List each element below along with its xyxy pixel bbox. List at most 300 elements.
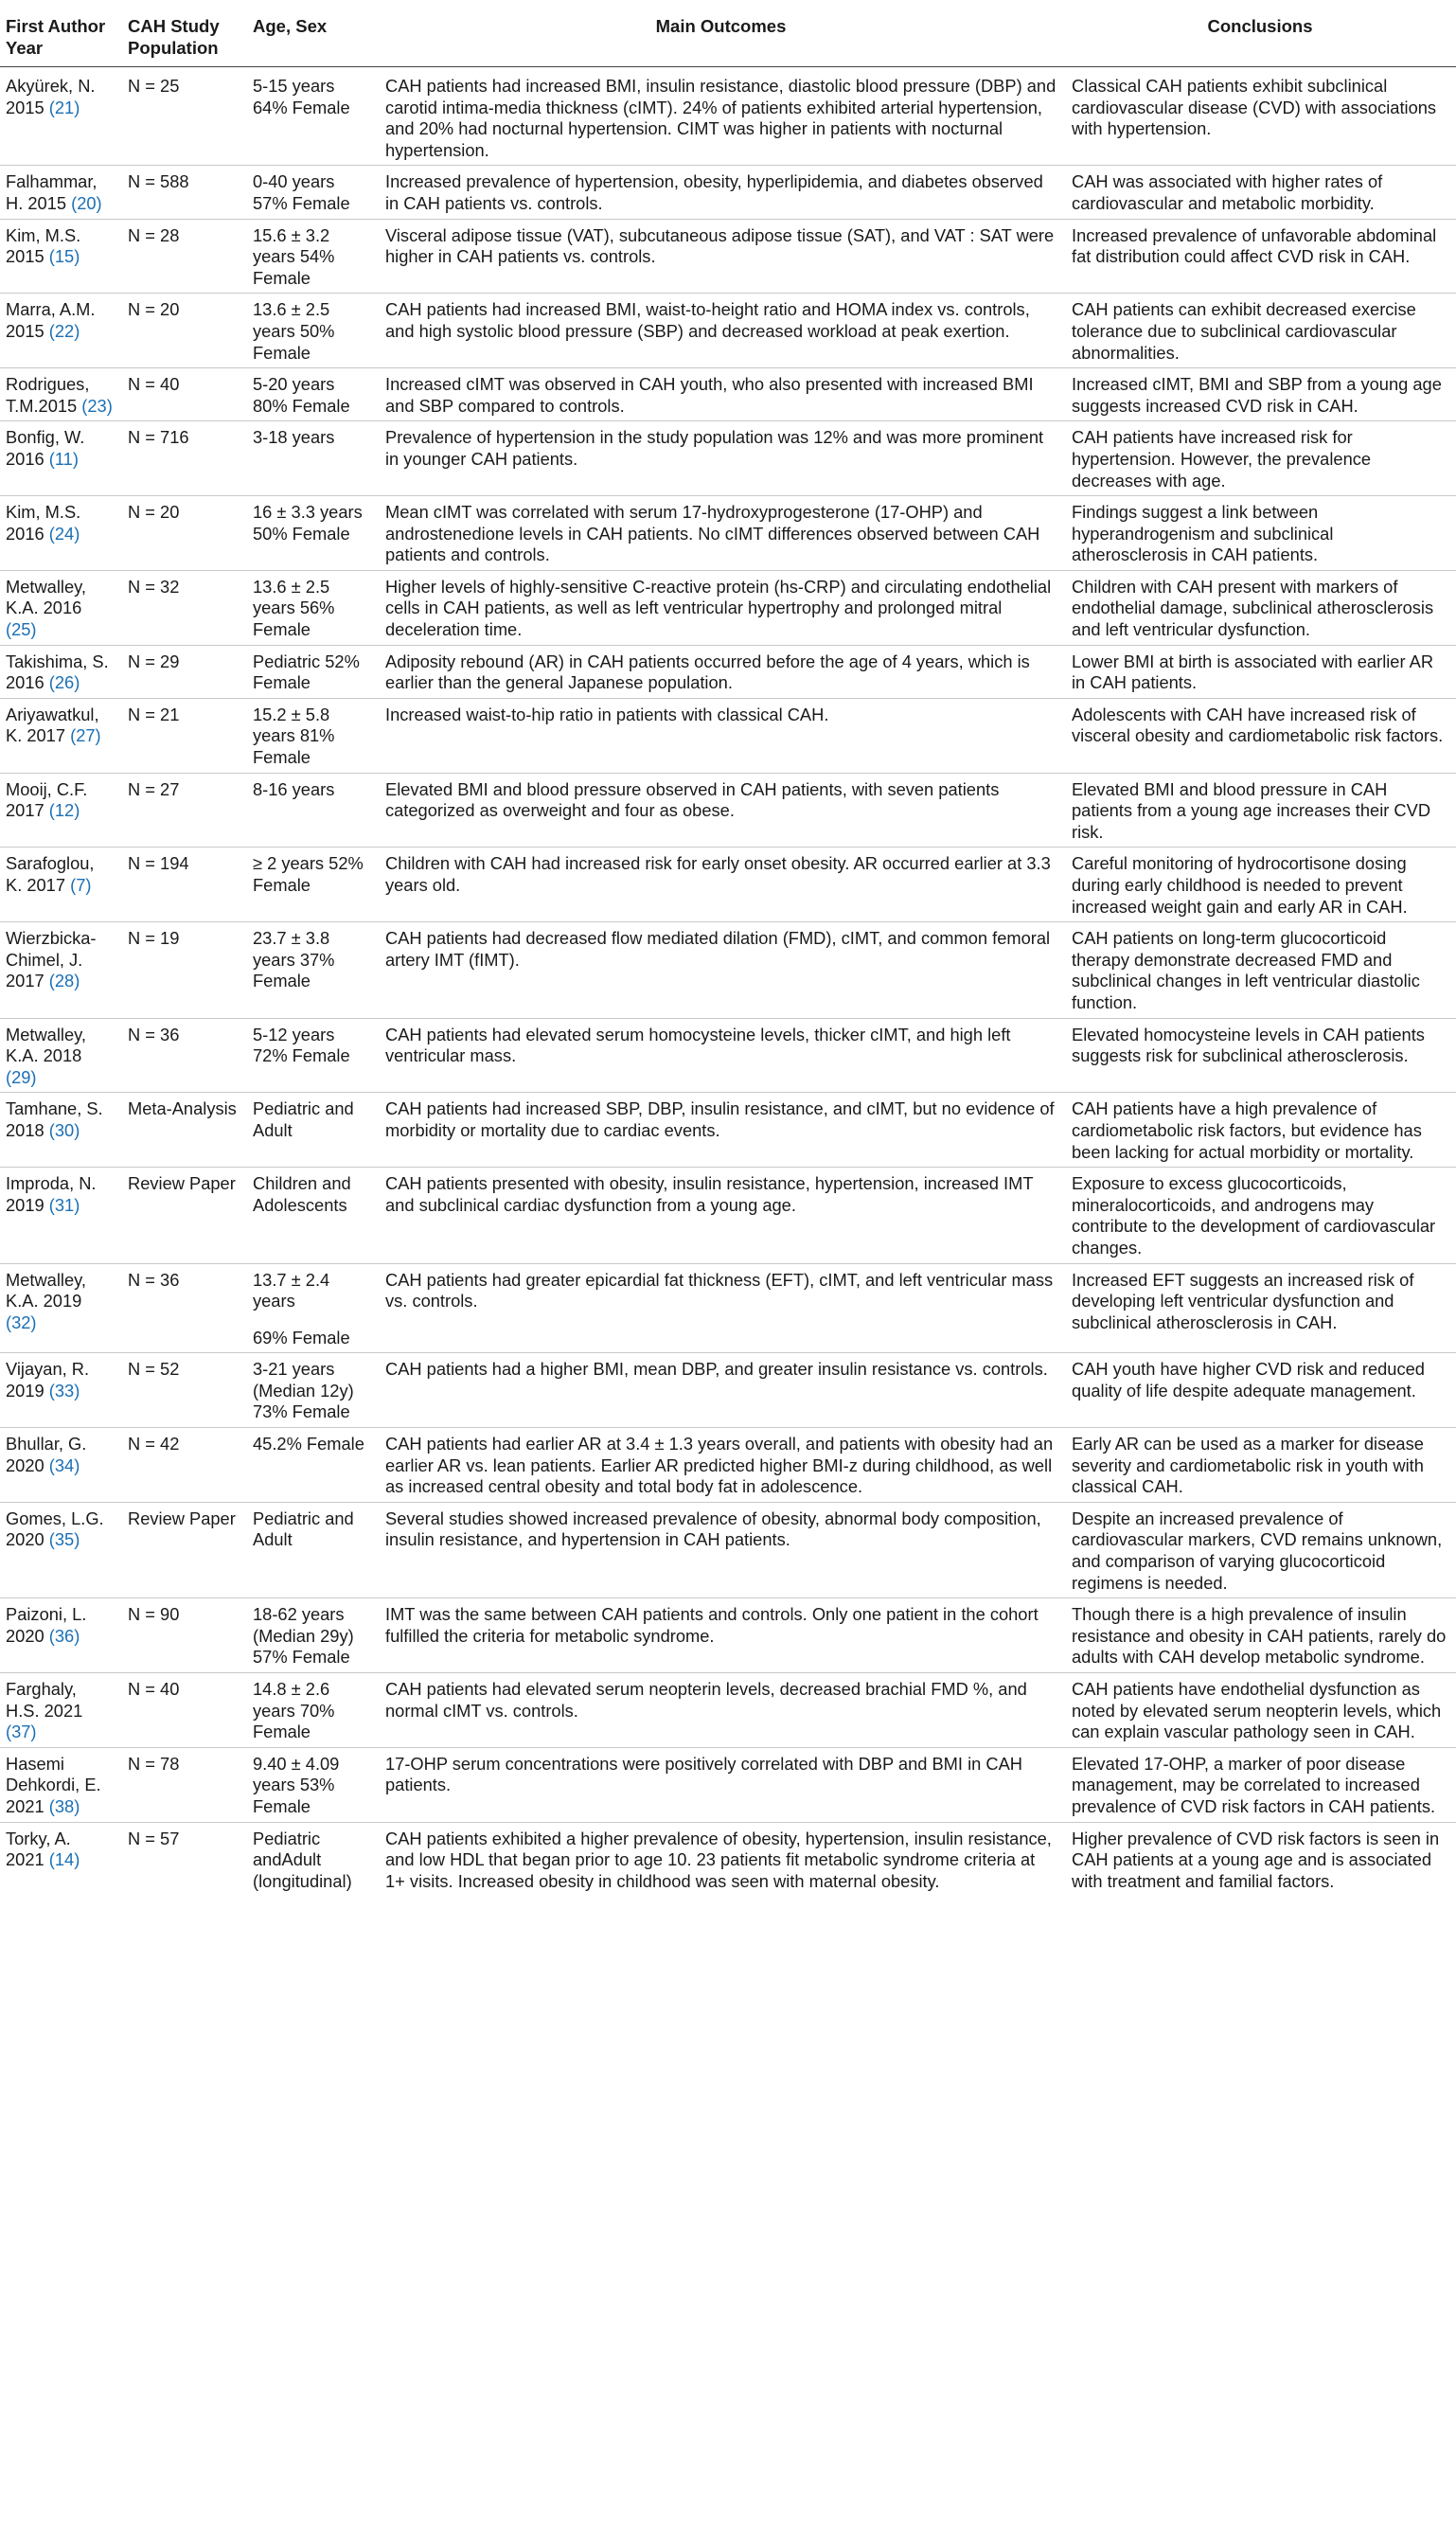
age-value: Children and Adolescents: [253, 1173, 351, 1215]
age-value: 15.2 ± 5.8 years: [253, 704, 330, 746]
conclusions-text: CAH patients have increased risk for hypertension. However, the prevalence decreases with age.: [1072, 427, 1372, 491]
sex-value: 37% Female: [253, 949, 335, 991]
age-value: Pediatric andAdult (longitudinal): [253, 1828, 352, 1891]
outcomes-text: CAH patients had a higher BMI, mean DBP, and greater insulin resistance vs. controls.: [385, 1359, 1048, 1380]
cell-conclusions: [1064, 922, 1456, 1018]
population-value: N = 42: [128, 1434, 180, 1454]
age-value: Pediatric and Adult: [253, 1098, 354, 1140]
cell-conclusions: [1064, 1598, 1456, 1673]
cell-population: [120, 1747, 245, 1822]
cell-age-sex: [245, 1353, 378, 1428]
reference-link: (12): [48, 800, 80, 821]
cell-conclusions: [1064, 1502, 1456, 1597]
author-name: Rodrigues, T.M.2015: [6, 374, 90, 416]
age-value: 15.6 ± 3.2 years: [253, 224, 330, 267]
cell-age-sex: [245, 1428, 378, 1503]
reference-link: (11): [48, 448, 79, 469]
outcomes-text: Mean cIMT was correlated with serum 17-hydroxyprogesterone (17-OHP) and androstenedione levels in CAH patients. No cIMT differences observed between CAH patients and controls.: [385, 502, 1040, 565]
cell-population: [120, 848, 245, 922]
cell-age-sex: [245, 1168, 378, 1263]
reference-link: (29): [6, 1066, 37, 1087]
cell-author: [0, 421, 120, 496]
reference-link: (26): [48, 672, 80, 693]
cell-conclusions: [1064, 1822, 1456, 1896]
cell-age-sex: [245, 1502, 378, 1597]
cell-age-sex: [245, 1673, 378, 1748]
cell-age-sex: [245, 698, 378, 773]
cell-author: [0, 773, 120, 848]
outcomes-text: 17-OHP serum concentrations were positively correlated with DBP and BMI in CAH patients.: [385, 1753, 1022, 1795]
cell-conclusions: [1064, 166, 1456, 219]
cell-age-sex: [245, 67, 378, 166]
conclusions-text: Increased EFT suggests an increased risk of developing left ventricular dysfunction and subclinical atherosclerosis in CAH.: [1072, 1269, 1414, 1332]
table-row: [0, 1018, 1456, 1093]
cell-author: [0, 1018, 120, 1093]
reference-link: (36): [48, 1625, 80, 1646]
author-name: Paizoni, L. 2020: [6, 1604, 87, 1646]
cell-outcomes: [378, 1502, 1064, 1597]
cell-population: [120, 570, 245, 645]
age-value: 13.6 ± 2.5 years: [253, 576, 330, 618]
sex-value: 64% Female: [253, 97, 350, 117]
cell-outcomes: [378, 922, 1064, 1018]
table-row: [0, 1598, 1456, 1673]
reference-link: (37): [6, 1722, 37, 1742]
cell-conclusions: [1064, 421, 1456, 496]
cell-outcomes: [378, 698, 1064, 773]
cell-outcomes: [378, 1598, 1064, 1673]
cell-outcomes: [378, 848, 1064, 922]
cell-conclusions: [1064, 1263, 1456, 1353]
author-name: Tamhane, S. 2018: [6, 1098, 103, 1140]
age-value: 5-12 years: [253, 1024, 335, 1044]
cell-outcomes: [378, 1093, 1064, 1168]
outcomes-text: Prevalence of hypertension in the study population was 12% and was more prominent in younger CAH patients.: [385, 427, 1044, 469]
cell-conclusions: [1064, 294, 1456, 368]
table-row: [0, 219, 1456, 294]
cell-conclusions: [1064, 1353, 1456, 1428]
population-value: N = 36: [128, 1024, 180, 1044]
reference-link: (20): [71, 192, 102, 213]
population-value: N = 21: [128, 704, 180, 724]
sex-value: 70% Female: [253, 1700, 335, 1742]
conclusions-text: Early AR can be used as a marker for disease severity and cardiometabolic risk in youth with classical CAH.: [1072, 1434, 1424, 1497]
cell-population: [120, 1673, 245, 1748]
outcomes-text: CAH patients presented with obesity, insulin resistance, hypertension, increased IMT and subclinical cardiac dysfunction from a young age.: [385, 1173, 1034, 1215]
cell-outcomes: [378, 421, 1064, 496]
population-value: N = 20: [128, 502, 180, 523]
author-name: Vijayan, R. 2019: [6, 1359, 90, 1401]
population-value: N = 28: [128, 224, 180, 245]
population-value: N = 716: [128, 427, 189, 448]
outcomes-text: Visceral adipose tissue (VAT), subcutaneous adipose tissue (SAT), and VAT : SAT were higher in CAH patients vs. controls.: [385, 224, 1055, 267]
conclusions-text: Adolescents with CAH have increased risk of visceral obesity and cardiometabolic risk factors.: [1072, 704, 1444, 746]
cell-population: [120, 698, 245, 773]
population-value: N = 40: [128, 374, 180, 395]
table-row: [0, 1747, 1456, 1822]
cell-author: [0, 1093, 120, 1168]
population-value: N = 40: [128, 1679, 180, 1699]
table-row: [0, 570, 1456, 645]
population-value: N = 29: [128, 651, 180, 671]
table-row: [0, 1263, 1456, 1353]
cell-outcomes: [378, 219, 1064, 294]
cell-author: [0, 1353, 120, 1428]
reference-link: (27): [70, 725, 101, 746]
sex-value: 53% Female: [253, 1775, 335, 1816]
author-name: Bhullar, G. 2020: [6, 1434, 87, 1475]
conclusions-text: Lower BMI at birth is associated with earlier AR in CAH patients.: [1072, 651, 1434, 693]
population-value: N = 19: [128, 928, 180, 949]
age-value: ≥ 2 years: [253, 853, 325, 874]
table-header-row: [0, 0, 1456, 67]
table-row: [0, 67, 1456, 166]
conclusions-text: Findings suggest a link between hyperandrogenism and subclinical atherosclerosis in CAH patients.: [1072, 502, 1334, 565]
reference-link: (14): [48, 1849, 80, 1870]
reference-link: (28): [48, 971, 80, 991]
reference-link: (7): [70, 875, 92, 895]
cell-outcomes: [378, 67, 1064, 166]
population-value: N = 194: [128, 853, 189, 874]
table-row: [0, 1428, 1456, 1503]
table-row: [0, 848, 1456, 922]
population-value: N = 78: [128, 1753, 180, 1774]
conclusions-text: Elevated 17-OHP, a marker of poor disease management, may be correlated to increased prevalence of CVD risk factors in CAH patients.: [1072, 1753, 1436, 1816]
cell-outcomes: [378, 645, 1064, 698]
population-value: N = 27: [128, 778, 180, 799]
conclusions-text: CAH patients have a high prevalence of cardiometabolic risk factors, but evidence has been lacking for actual morbidity or mortality.: [1072, 1098, 1422, 1162]
cell-population: [120, 1018, 245, 1093]
cell-conclusions: [1064, 645, 1456, 698]
cell-conclusions: [1064, 848, 1456, 922]
author-name: Sarafoglou, K. 2017: [6, 853, 95, 895]
cell-age-sex: [245, 368, 378, 421]
population-value: N = 32: [128, 576, 180, 597]
cell-age-sex: [245, 1598, 378, 1673]
cell-outcomes: [378, 368, 1064, 421]
cell-conclusions: [1064, 570, 1456, 645]
cell-author: [0, 1673, 120, 1748]
cell-author: [0, 1822, 120, 1896]
cell-outcomes: [378, 1673, 1064, 1748]
reference-link: (35): [48, 1529, 80, 1550]
cell-conclusions: [1064, 1673, 1456, 1748]
conclusions-text: Despite an increased prevalence of cardiovascular markers, CVD remains unknown, and comparison of varying glucocorticoid regimens is needed.: [1072, 1508, 1443, 1593]
outcomes-text: CAH patients had earlier AR at 3.4 ± 1.3 years overall, and patients with obesity had an earlier AR vs. lean patients. Earlier AR predicted higher BMI-z during childhood, as well as increased central obesity and total body fat in adolescence.: [385, 1434, 1054, 1497]
table-row: [0, 1822, 1456, 1896]
age-value: Pediatric and Adult: [253, 1508, 354, 1550]
table-row: [0, 1168, 1456, 1263]
age-value: 8-16 years: [253, 778, 335, 799]
outcomes-text: CAH patients exhibited a higher prevalence of obesity, hypertension, insulin resistance, and low HDL that began prior to age 10. 23 patients fit metabolic syndrome criteria at 1+ visits. Increased obesity in childhood was seen with maternal obesity.: [385, 1828, 1052, 1891]
cell-author: [0, 698, 120, 773]
cell-author: [0, 1168, 120, 1263]
cell-population: [120, 67, 245, 166]
population-value: Review Paper: [128, 1508, 236, 1528]
author-name: Ariyawatkul, K. 2017: [6, 704, 99, 746]
cell-population: [120, 1093, 245, 1168]
outcomes-text: Higher levels of highly-sensitive C-reactive protein (hs-CRP) and circulating endothelial cells in CAH patients, as well as left ventricular hypertrophy and prolonged mitral deceleration time.: [385, 576, 1052, 640]
sex-value: 56% Female: [253, 598, 335, 640]
table-row: [0, 1353, 1456, 1428]
author-name: Metwalley, K.A. 2018: [6, 1024, 86, 1066]
cell-population: [120, 219, 245, 294]
header-population: CAH Study Population: [120, 0, 245, 67]
cell-outcomes: [378, 1353, 1064, 1428]
cell-age-sex: [245, 848, 378, 922]
sex-value: 52% Female: [253, 651, 360, 693]
cell-population: [120, 1822, 245, 1896]
reference-link: (21): [48, 97, 80, 117]
cell-age-sex: [245, 1093, 378, 1168]
cell-age-sex: [245, 1018, 378, 1093]
age-value: 3-18 years: [253, 427, 335, 448]
conclusions-text: Increased prevalence of unfavorable abdominal fat distribution could affect CVD risk in CAH.: [1072, 224, 1437, 267]
conclusions-text: Though there is a high prevalence of insulin resistance and obesity in CAH patients, rarely do adults with CAH develop metabolic syndrome.: [1072, 1604, 1447, 1668]
outcomes-text: CAH patients had decreased flow mediated dilation (FMD), cIMT, and common femoral artery IMT (fIMT).: [385, 928, 1051, 970]
table-body: [0, 67, 1456, 1897]
cell-age-sex: [245, 773, 378, 848]
table-row: [0, 294, 1456, 368]
author-name: Bonfig, W. 2016: [6, 427, 85, 469]
cell-conclusions: [1064, 773, 1456, 848]
sex-value: 81% Female: [253, 725, 335, 768]
reference-link: (24): [48, 523, 80, 544]
cell-author: [0, 1747, 120, 1822]
cell-outcomes: [378, 1168, 1064, 1263]
cell-age-sex: [245, 645, 378, 698]
cell-age-sex: [245, 421, 378, 496]
author-name: Torky, A. 2021: [6, 1828, 71, 1870]
population-value: N = 20: [128, 299, 180, 320]
cell-population: [120, 1353, 245, 1428]
conclusions-text: Elevated BMI and blood pressure in CAH patients from a young age increases their CVD risk.: [1072, 778, 1431, 842]
cell-population: [120, 1263, 245, 1353]
author-name: Wierzbicka-Chimel, J. 2017: [6, 928, 97, 991]
sex-value: 50% Female: [253, 523, 350, 544]
sex-value: 80% Female: [253, 395, 350, 416]
age-value: 14.8 ± 2.6 years: [253, 1679, 330, 1721]
author-name: Metwalley, K.A. 2019: [6, 1269, 86, 1312]
author-name: Takishima, S. 2016: [6, 651, 109, 693]
cell-author: [0, 922, 120, 1018]
outcomes-text: CAH patients had increased BMI, insulin resistance, diastolic blood pressure (DBP) and carotid intima-media thickness (cIMT). 24% of patients exhibited arterial hypertension, and 20% had nocturnal hypertension. CIMT was higher in patients with nocturnal hypertension.: [385, 76, 1056, 160]
cell-author: [0, 1428, 120, 1503]
author-name: Kim, M.S. 2016: [6, 502, 81, 544]
cell-age-sex: [245, 922, 378, 1018]
outcomes-text: CAH patients had increased BMI, waist-to-height ratio and HOMA index vs. controls, and high systolic blood pressure (SBP) and decreased workload at peak exertion.: [385, 299, 1030, 341]
sex-value: 69% Female: [253, 1327, 350, 1347]
author-name: Metwalley, K.A. 2016: [6, 576, 86, 618]
cell-author: [0, 496, 120, 571]
table-row: [0, 922, 1456, 1018]
sex-value: 52% Female: [253, 853, 364, 895]
cell-conclusions: [1064, 1168, 1456, 1263]
cell-population: [120, 421, 245, 496]
age-value: 18-62 years (Median 29y): [253, 1604, 354, 1646]
cell-author: [0, 1502, 120, 1597]
table-row: [0, 1093, 1456, 1168]
cell-age-sex: [245, 570, 378, 645]
cell-age-sex: [245, 294, 378, 368]
conclusions-text: Careful monitoring of hydrocortisone dosing during early childhood is needed to prevent increased weight gain and early AR in CAH.: [1072, 853, 1408, 917]
table-row: [0, 368, 1456, 421]
author-name: Marra, A.M. 2015: [6, 299, 96, 341]
conclusions-text: Exposure to excess glucocorticoids, mineralocorticoids, and androgens may contribute to the development of cardiovascular changes.: [1072, 1173, 1436, 1258]
cell-conclusions: [1064, 1747, 1456, 1822]
cell-conclusions: [1064, 1428, 1456, 1503]
cell-author: [0, 219, 120, 294]
table-row: [0, 698, 1456, 773]
outcomes-text: Elevated BMI and blood pressure observed in CAH patients, with seven patients categorized as overweight and four as obese.: [385, 778, 1000, 821]
age-value: 13.6 ± 2.5 years: [253, 299, 330, 341]
population-value: N = 90: [128, 1604, 180, 1625]
table-row: [0, 1673, 1456, 1748]
reference-link: (15): [48, 246, 80, 267]
reference-link: (22): [48, 320, 80, 341]
cell-conclusions: [1064, 698, 1456, 773]
cell-author: [0, 294, 120, 368]
cell-population: [120, 645, 245, 698]
conclusions-text: Higher prevalence of CVD risk factors is seen in CAH patients at a young age and is associated with treatment and familial factors.: [1072, 1828, 1440, 1891]
cell-outcomes: [378, 496, 1064, 571]
author-name: Akyürek, N. 2015: [6, 76, 96, 117]
sex-value: 57% Female: [253, 192, 350, 213]
cell-author: [0, 570, 120, 645]
age-value: 45.2% Female: [253, 1434, 364, 1454]
age-value: 5-20 years: [253, 374, 335, 395]
author-name: Falhammar, H. 2015: [6, 171, 98, 213]
author-name: Hasemi Dehkordi, E. 2021: [6, 1753, 101, 1816]
cell-population: [120, 1598, 245, 1673]
table-row: [0, 421, 1456, 496]
conclusions-text: CAH was associated with higher rates of cardiovascular and metabolic morbidity.: [1072, 171, 1383, 213]
cell-author: [0, 166, 120, 219]
cell-conclusions: [1064, 368, 1456, 421]
cell-outcomes: [378, 166, 1064, 219]
age-value: Pediatric: [253, 651, 321, 671]
header-author: First Author Year: [0, 0, 120, 67]
sex-value: 72% Female: [253, 1045, 350, 1066]
population-value: N = 588: [128, 171, 189, 192]
age-value: 16 ± 3.3 years: [253, 502, 363, 523]
outcomes-text: Children with CAH had increased risk for early onset obesity. AR occurred earlier at 3.3 years old.: [385, 853, 1051, 895]
conclusions-text: CAH patients have endothelial dysfunction as noted by elevated serum neopterin levels, which can explain vascular pathology seen in CAH.: [1072, 1679, 1442, 1742]
reference-link: (34): [48, 1454, 80, 1475]
conclusions-text: Elevated homocysteine levels in CAH patients suggests risk for subclinical atherosclerosis.: [1072, 1024, 1425, 1066]
cell-population: [120, 1168, 245, 1263]
cell-age-sex: [245, 1263, 378, 1353]
author-name: Mooij, C.F. 2017: [6, 778, 88, 821]
author-name: Farghaly, H.S. 2021: [6, 1679, 83, 1721]
population-value: Meta-Analysis: [128, 1098, 237, 1119]
cell-outcomes: [378, 1018, 1064, 1093]
population-value: N = 57: [128, 1828, 180, 1848]
cell-conclusions: [1064, 1018, 1456, 1093]
reference-link: (23): [81, 395, 113, 416]
outcomes-text: CAH patients had elevated serum homocysteine levels, thicker cIMT, and high left ventricular mass.: [385, 1024, 1011, 1066]
age-value: 23.7 ± 3.8 years: [253, 928, 330, 970]
age-value: 13.7 ± 2.4 years: [253, 1269, 330, 1312]
population-value: N = 52: [128, 1359, 180, 1380]
outcomes-text: Increased prevalence of hypertension, obesity, hyperlipidemia, and diabetes observed in CAH patients vs. controls.: [385, 171, 1043, 213]
cell-conclusions: [1064, 1093, 1456, 1168]
cell-population: [120, 368, 245, 421]
cell-author: [0, 645, 120, 698]
cell-population: [120, 1428, 245, 1503]
header-outcomes: Main Outcomes: [378, 0, 1064, 67]
cell-outcomes: [378, 1822, 1064, 1896]
cell-population: [120, 496, 245, 571]
cell-outcomes: [378, 570, 1064, 645]
conclusions-text: Children with CAH present with markers of endothelial damage, subclinical atherosclerosis and left ventricular dysfunction.: [1072, 576, 1434, 640]
conclusions-text: Increased cIMT, BMI and SBP from a young age suggests increased CVD risk in CAH.: [1072, 374, 1442, 416]
author-name: Improda, N. 2019: [6, 1173, 97, 1215]
conclusions-text: Classical CAH patients exhibit subclinical cardiovascular disease (CVD) with associations with hypertension.: [1072, 76, 1437, 139]
cell-age-sex: [245, 166, 378, 219]
table-row: [0, 496, 1456, 571]
cell-outcomes: [378, 773, 1064, 848]
cell-age-sex: [245, 1747, 378, 1822]
outcomes-text: Several studies showed increased prevalence of obesity, abnormal body composition, insulin resistance, and hypertension in CAH patients.: [385, 1508, 1041, 1550]
header-conclusions: Conclusions: [1064, 0, 1456, 67]
outcomes-text: CAH patients had increased SBP, DBP, insulin resistance, and cIMT, but no evidence of morbidity or mortality due to cardiac events.: [385, 1098, 1055, 1140]
reference-link: (33): [48, 1380, 80, 1401]
conclusions-text: CAH patients on long-term glucocorticoid therapy demonstrate decreased FMD and subclinical changes in left ventricular diastolic function.: [1072, 928, 1420, 1012]
cell-conclusions: [1064, 219, 1456, 294]
cell-conclusions: [1064, 496, 1456, 571]
reference-link: (25): [6, 619, 37, 640]
table-row: [0, 1502, 1456, 1597]
outcomes-text: Increased waist-to-hip ratio in patients with classical CAH.: [385, 704, 829, 724]
reference-link: (32): [6, 1312, 37, 1332]
age-value: 0-40 years: [253, 171, 335, 192]
table-row: [0, 166, 1456, 219]
population-value: Review Paper: [128, 1173, 236, 1194]
cell-age-sex: [245, 1822, 378, 1896]
header-age-sex: Age, Sex: [245, 0, 378, 67]
cell-population: [120, 922, 245, 1018]
reference-link: (30): [48, 1119, 80, 1140]
cell-author: [0, 67, 120, 166]
cell-author: [0, 368, 120, 421]
table-row: [0, 773, 1456, 848]
cell-outcomes: [378, 1263, 1064, 1353]
cell-author: [0, 848, 120, 922]
sex-value: 73% Female: [253, 1401, 350, 1422]
age-value: 5-15 years: [253, 76, 335, 96]
conclusions-text: CAH youth have higher CVD risk and reduced quality of life despite adequate management.: [1072, 1359, 1425, 1401]
outcomes-text: CAH patients had greater epicardial fat thickness (EFT), cIMT, and left ventricular mass vs. controls.: [385, 1269, 1054, 1312]
cell-population: [120, 294, 245, 368]
sex-value: 57% Female: [253, 1647, 350, 1668]
author-name: Gomes, L.G. 2020: [6, 1508, 104, 1550]
outcomes-text: Increased cIMT was observed in CAH youth, who also presented with increased BMI and SBP compared to controls.: [385, 374, 1034, 416]
conclusions-text: CAH patients can exhibit decreased exercise tolerance due to subclinical cardiovascular abnormalities.: [1072, 299, 1416, 363]
cell-age-sex: [245, 496, 378, 571]
cell-population: [120, 773, 245, 848]
cell-outcomes: [378, 294, 1064, 368]
age-value: 9.40 ± 4.09 years: [253, 1753, 340, 1795]
cell-outcomes: [378, 1428, 1064, 1503]
cell-outcomes: [378, 1747, 1064, 1822]
reference-link: (38): [48, 1795, 80, 1816]
outcomes-text: CAH patients had elevated serum neopterin levels, decreased brachial FMD %, and normal cIMT vs. controls.: [385, 1679, 1027, 1721]
population-value: N = 25: [128, 76, 180, 96]
sex-value: 50% Female: [253, 320, 335, 363]
cell-age-sex: [245, 219, 378, 294]
age-value: 3-21 years (Median 12y): [253, 1359, 354, 1401]
